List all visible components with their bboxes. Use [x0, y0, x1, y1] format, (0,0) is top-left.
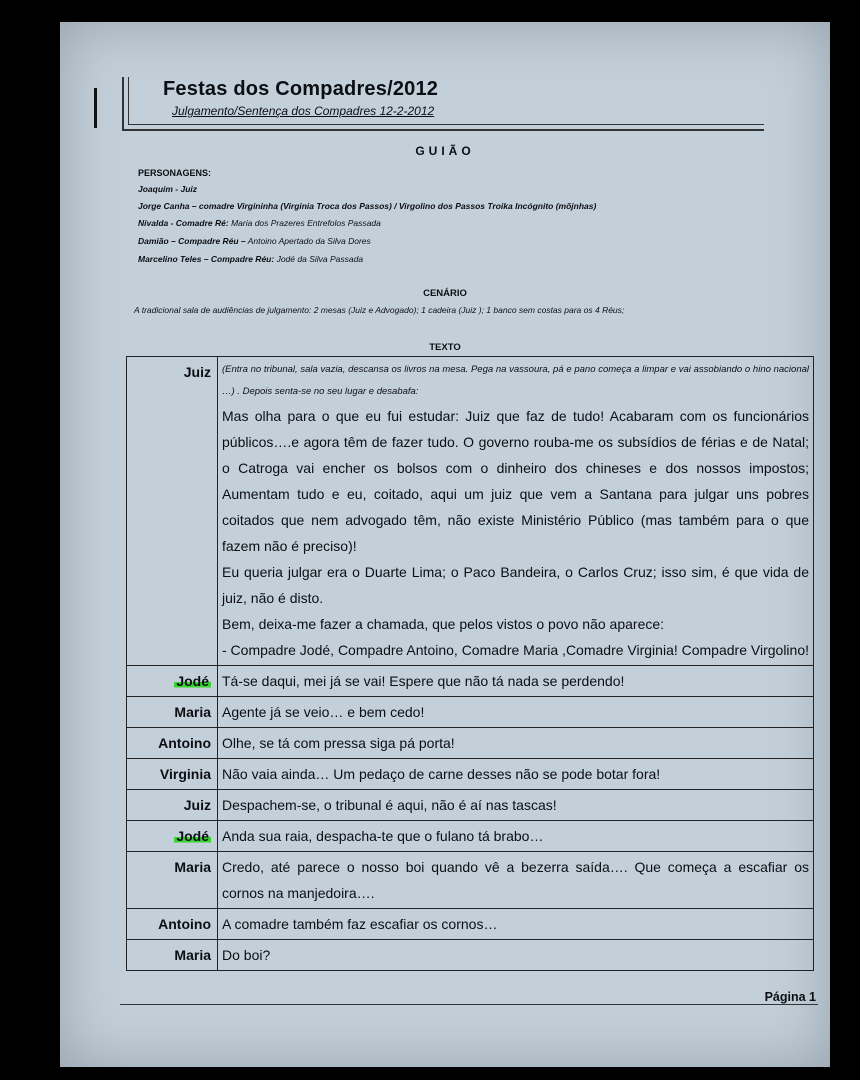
- dialogue-line: - Compadre Jodé, Compadre Antoino, Comadre Maria ,Comadre Virginia! Compadre Virgolino!: [222, 642, 809, 658]
- characters-heading: PERSONAGENS:: [138, 168, 212, 178]
- script-row: [127, 357, 814, 666]
- dialogue-line: Tá-se daqui, mei já se vai! Espere que não tá nada se perdendo!: [218, 666, 814, 697]
- speaker-label: Virginia: [127, 759, 218, 790]
- script-row: [127, 852, 814, 909]
- text-heading: TEXTO: [429, 342, 461, 353]
- script-table: [126, 356, 814, 971]
- speaker-label: Juiz: [127, 790, 218, 821]
- scenario-heading: CENÁRIO: [423, 288, 467, 299]
- dialogue-line: Bem, deixa-me fazer a chamada, que pelos vistos o povo não aparece:: [222, 616, 665, 632]
- script-row: [127, 821, 814, 852]
- dialogue-line: Mas olha para o que eu fui estudar: Juiz que faz de tudo! Acabaram com os funcionários públicos….e agora têm de fazer tudo. O governo rouba-me os subsídios de férias e de Natal; o Catroga vai encher os bolsos com o dinheiro dos chineses e dos nossos impostos; Aumentam tudo e eu, coitado, aqui um juiz que vem a Santana para julgar uns pobres coitados que nem advogado têm, não existe Ministério Público (mas também para o que fazem não é preciso)!: [222, 408, 809, 554]
- section-title: GUIÃO: [415, 144, 475, 158]
- speaker-label: Maria: [127, 852, 218, 909]
- dialogue-line: Agente já se veio… e bem cedo!: [218, 697, 814, 728]
- stage-direction: (Entra no tribunal, sala vazia, descansa os livros na mesa. Pega na vassoura, pá e pano começa a limpar e vai assobiando o hino nacional …) . Depois senta-se no seu lugar e desabafa:: [222, 364, 809, 397]
- dialogue-line: Despachem-se, o tribunal é aqui, não é aí nas tascas!: [218, 790, 814, 821]
- dialogue-line: A comadre também faz escafiar os cornos…: [218, 909, 814, 940]
- character-item: Damião – Compadre Réu – Antoino Apertado da Silva Dores: [138, 236, 371, 246]
- speaker-label: Juiz: [127, 357, 218, 666]
- document-subtitle: Julgamento/Sentença dos Compadres 12-2-2012: [172, 104, 435, 118]
- script-row: [127, 790, 814, 821]
- speaker-label: Antoino: [127, 909, 218, 940]
- dialogue-line: Anda sua raia, despacha-te que o fulano tá brabo…: [218, 821, 814, 852]
- footer-divider: [120, 1004, 818, 1005]
- script-row: [127, 728, 814, 759]
- speaker-label: Antoino: [127, 728, 218, 759]
- binder-mark: [94, 88, 97, 128]
- speaker-label: Maria: [127, 940, 218, 971]
- page-number: Página 1: [764, 990, 816, 1004]
- document-title: Festas dos Compadres/2012: [163, 78, 439, 100]
- dialogue-line: Credo, até parece o nosso boi quando vê a bezerra saída…. Que começa a escafiar os cornos na manjedoira….: [218, 852, 814, 909]
- character-item: Joaquim - Juiz: [138, 184, 198, 194]
- speaker-label: Maria: [127, 697, 218, 728]
- highlighted-speaker: Jodé: [176, 828, 209, 844]
- character-item: Marcelino Teles – Compadre Réu: Jodé da Silva Passada: [138, 254, 364, 264]
- dialogue-line: Olhe, se tá com pressa siga pá porta!: [218, 728, 814, 759]
- character-item: Nivalda - Comadre Ré: Maria dos Prazeres Entrefolos Passada: [138, 218, 381, 228]
- script-row: [127, 909, 814, 940]
- dialogue-line: Não vaia ainda… Um pedaço de carne desses não se pode botar fora!: [218, 759, 814, 790]
- dialogue-cell: [218, 357, 814, 666]
- scenario-text: A tradicional sala de audiências de julgamento: 2 mesas (Juiz e Advogado); 1 cadeira (Juiz ); 1 banco sem costas para os 4 Réus;: [134, 305, 625, 315]
- speaker-label: [127, 821, 218, 852]
- script-row: [127, 759, 814, 790]
- document-page: [60, 22, 830, 1067]
- speaker-label: [127, 666, 218, 697]
- character-item: Jorge Canha – comadre Virgininha (Virginia Troca dos Passos) / Virgolino dos Passos Troika Incógnito (mõjnhas): [138, 201, 597, 211]
- highlighted-speaker: Jodé: [176, 673, 209, 689]
- script-row: [127, 666, 814, 697]
- dialogue-line: Eu queria julgar era o Duarte Lima; o Paco Bandeira, o Carlos Cruz; isso sim, é que vida de juiz, não é disto.: [222, 564, 809, 606]
- script-row: [127, 940, 814, 971]
- dialogue-line: Do boi?: [218, 940, 814, 971]
- script-row: [127, 697, 814, 728]
